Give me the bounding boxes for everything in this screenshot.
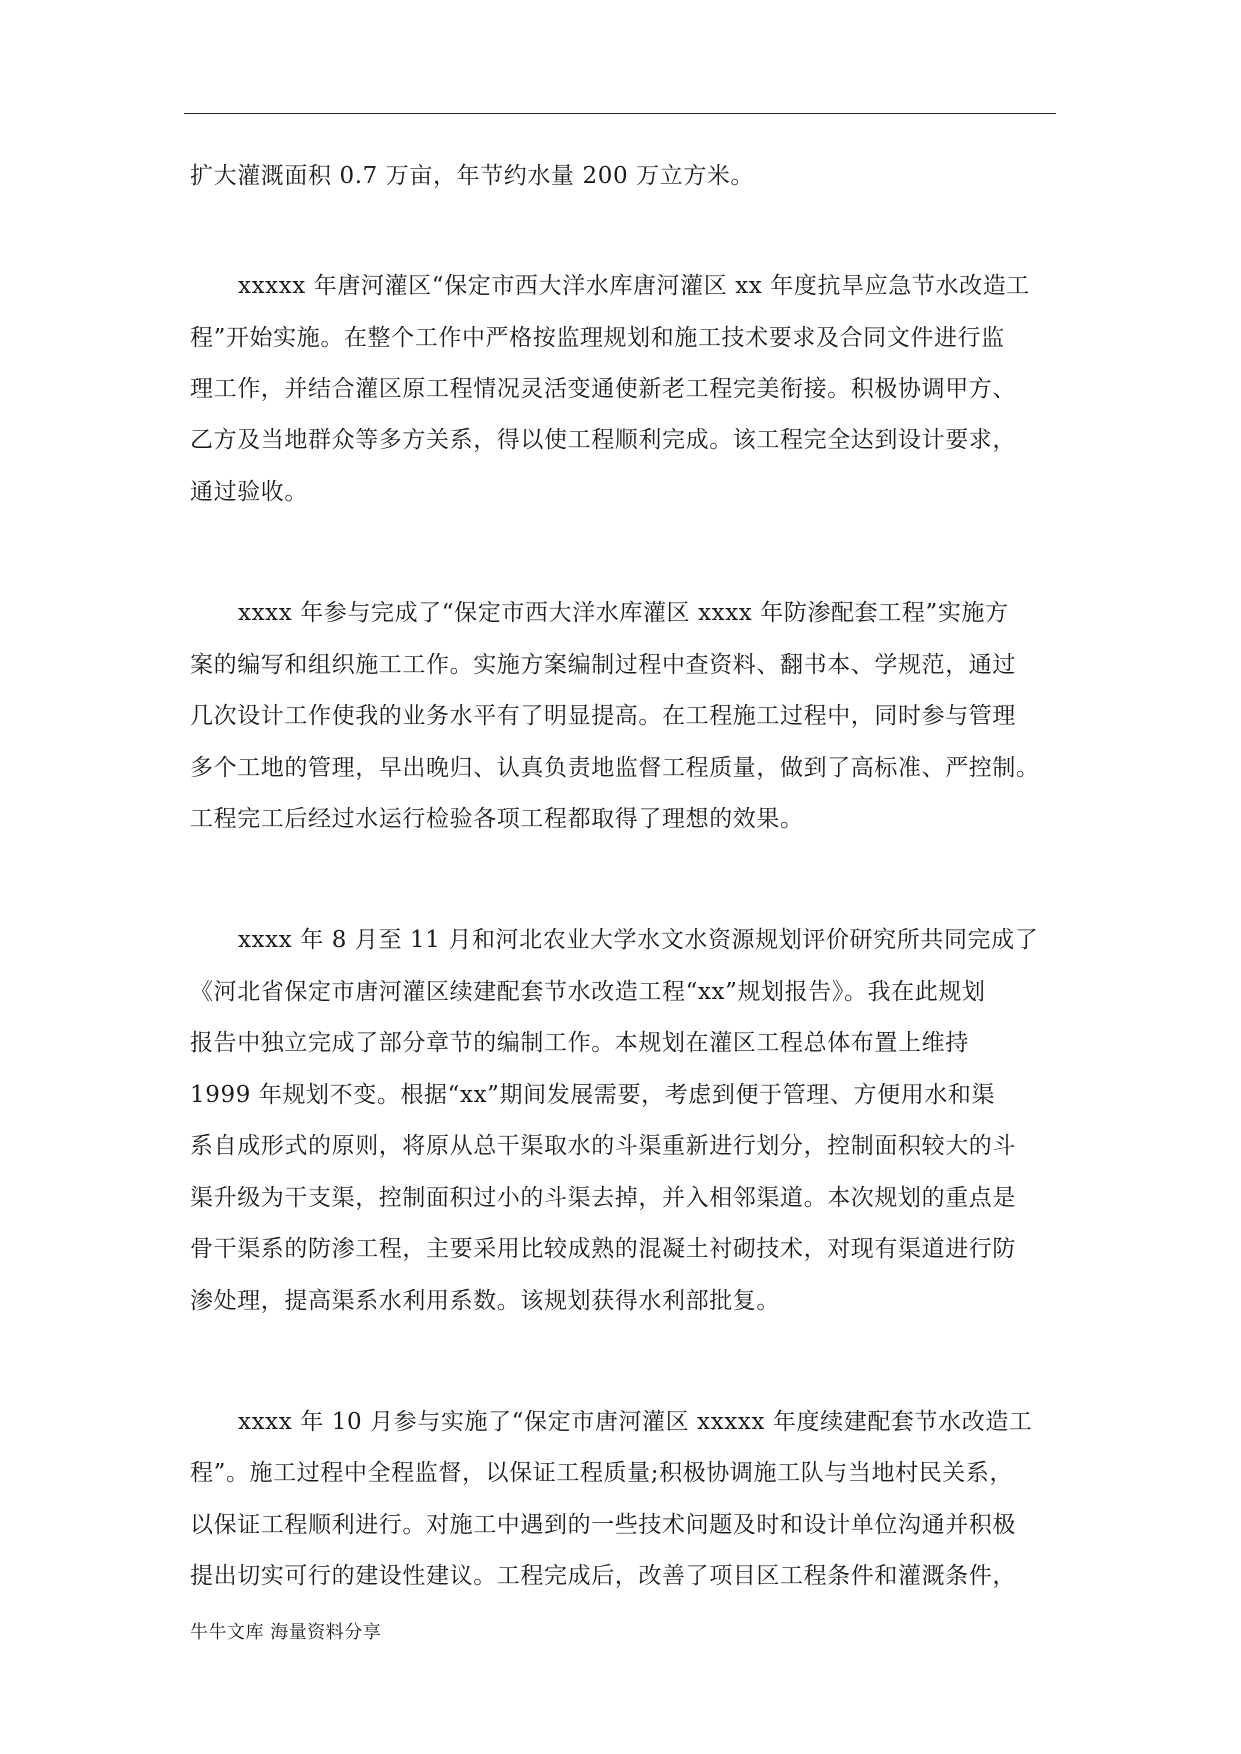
text-line: 提出切实可行的建设性建议。工程完成后，改善了项目区工程条件和灌溉条件，: [190, 1563, 1016, 1589]
text-line: 系自成形式的原则，将原从总干渠取水的斗渠重新进行划分，控制面积较大的斗: [190, 1133, 1016, 1159]
text-line: 骨干渠系的防渗工程，主要采用比较成熟的混凝土衬砌技术，对现有渠道进行防: [190, 1236, 1016, 1262]
text-line: 渗处理，提高渠系水利用系数。该规划获得水利部批复。: [190, 1288, 780, 1314]
footer-text: 牛牛文库 海量资料分享: [190, 1622, 382, 1643]
text-line: 乙方及当地群众等多方关系，得以使工程顺利完成。该工程完全达到设计要求，: [190, 427, 1016, 453]
text-line: 1999 年规划不变。根据“xx”期间发展需要，考虑到便于管理、方便用水和渠: [190, 1082, 996, 1108]
text-line: 工程完工后经过水运行检验各项工程都取得了理想的效果。: [190, 806, 804, 832]
paragraph-first-line: xxxxx 年唐河灌区“保定市西大洋水库唐河灌区 xx 年度抗旱应急节水改造工: [238, 273, 1030, 299]
paragraph-first-line: xxxx 年 10 月参与实施了“保定市唐河灌区 xxxxx 年度续建配套节水改造工: [238, 1409, 1033, 1435]
text-line: 通过验收。: [190, 479, 308, 505]
text-line: 扩大灌溉面积 0.7 万亩，年节约水量 200 万立方米。: [190, 163, 755, 189]
text-line: 以保证工程顺利进行。对施工中遇到的一些技术问题及时和设计单位沟通并积极: [190, 1512, 1016, 1538]
text-line: 案的编写和组织施工工作。实施方案编制过程中查资料、翻书本、学规范，通过: [190, 652, 1016, 678]
paragraph-first-line: xxxx 年 8 月至 11 月和河北农业大学水文水资源规划评价研究所共同完成了: [238, 927, 1039, 953]
text-line: 理工作，并结合灌区原工程情况灵活变通使新老工程完美衔接。积极协调甲方、: [190, 376, 1016, 402]
text-line: 多个工地的管理，早出晚归、认真负责地监督工程质量，做到了高标准、严控制。: [190, 755, 1040, 781]
text-line: 程”开始实施。在整个工作中严格按监理规划和施工技术要求及合同文件进行监: [190, 325, 1005, 351]
text-line: 程”。施工过程中全程监督，以保证工程质量;积极协调施工队与当地村民关系，: [190, 1460, 1014, 1486]
text-line: 渠升级为干支渠，控制面积过小的斗渠去掉，并入相邻渠道。本次规划的重点是: [190, 1185, 1016, 1211]
paragraph-first-line: xxxx 年参与完成了“保定市西大洋水库灌区 xxxx 年防渗配套工程”实施方: [238, 600, 1009, 626]
text-line: 几次设计工作使我的业务水平有了明显提高。在工程施工过程中，同时参与管理: [190, 703, 1016, 729]
text-line: 报告中独立完成了部分章节的编制工作。本规划在灌区工程总体布置上维持: [190, 1030, 969, 1056]
header-rule: [184, 113, 1056, 114]
text-line: 《河北省保定市唐河灌区续建配套节水改造工程“xx”规划报告》。我在此规划: [190, 979, 986, 1005]
